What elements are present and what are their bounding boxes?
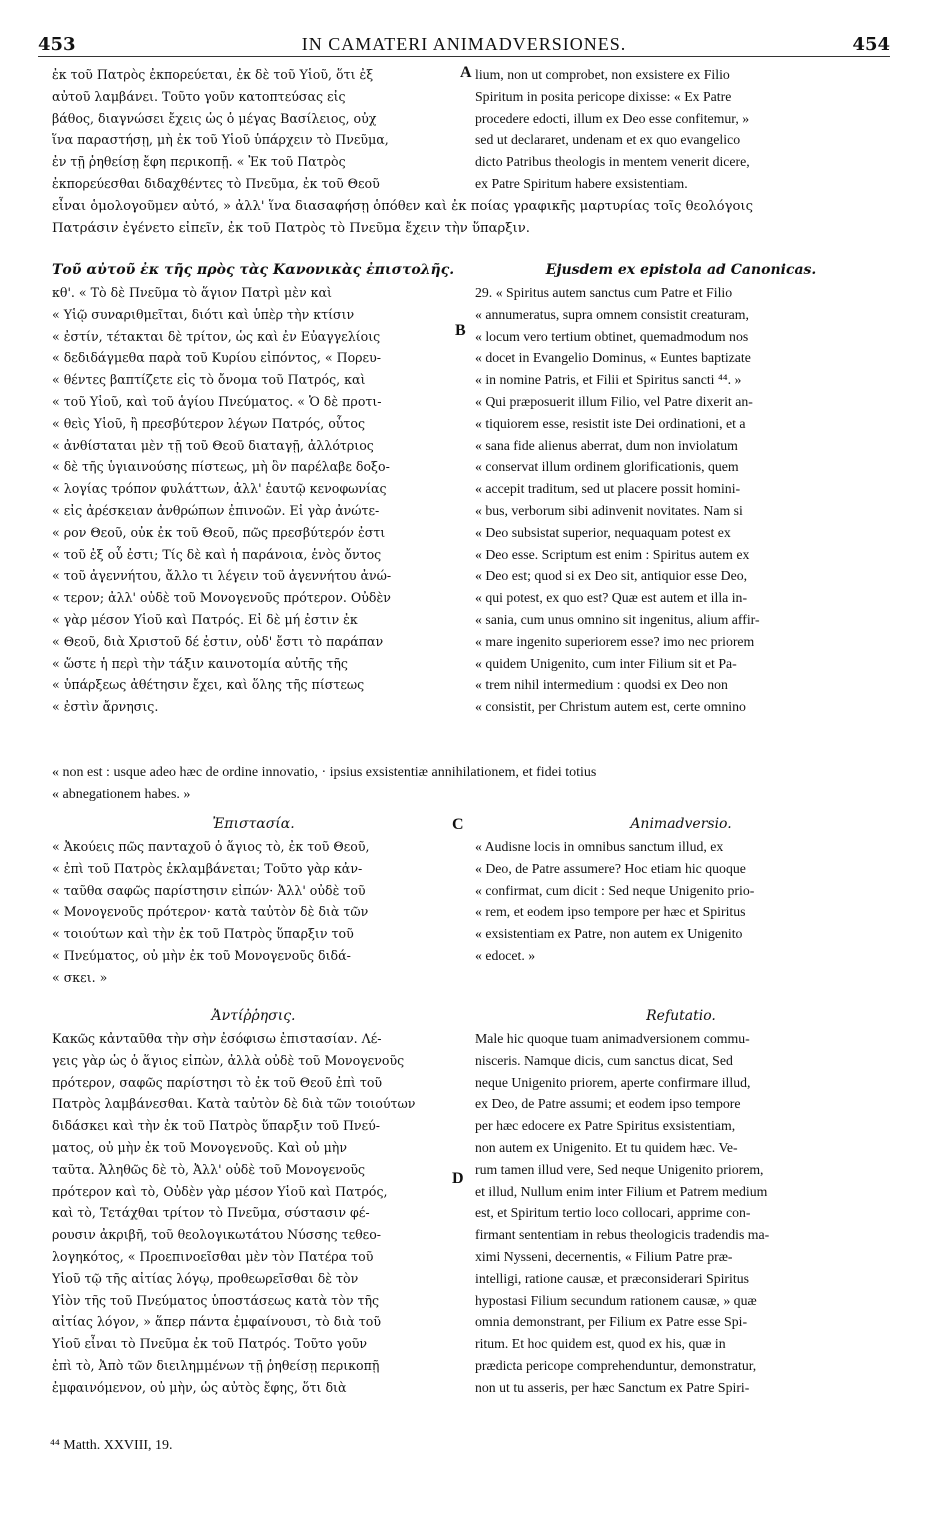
margin-letter-a: A	[460, 64, 472, 81]
section1-latin-line: « Deo est; quod si ex Deo sit, antiquior esse Deo,	[475, 568, 748, 584]
section3-latin-line: neque Unigenito priorem, aperte confirmare illud,	[475, 1074, 751, 1090]
section1-latin-line: « locum vero tertium obtinet, quemadmodum nos	[475, 328, 749, 344]
intro-latin-line: lium, non ut comprobet, non exsistere ex Filio	[475, 67, 730, 82]
section3-latin-line: prædicta pericope comprehenduntur, demonstratur,	[475, 1357, 757, 1373]
section2-greek-line: « σκει. »	[52, 969, 108, 985]
section1-latin-column	[475, 258, 887, 718]
section3-greek-line: λογηκότος, « Προεπινοεῖσθαι μὲν τὸν Πατέρα τοῦ	[52, 1248, 374, 1264]
intro-latin-line: dicto Patribus theologis in mentem venerit dicere,	[475, 154, 750, 170]
section1-greek-line: « θέντες βαπτίζετε εἰς τὸ ὄνομα τοῦ Πατρός, καὶ	[52, 372, 366, 388]
intro-full-line: Πατράσιν ἐγένετο εἰπεῖν, ἐκ τοῦ Πατρὸς τὸ Πνεῦμα ἔχειν τὴν ὕπαρξιν.	[52, 220, 530, 236]
section3-latin-column	[475, 1004, 887, 1399]
section3-greek-line: Κακῶς κἀνταῦθα τὴν σὴν ἐσόφισω ἐπιστασίαν. Λέ-	[52, 1031, 382, 1046]
section2-latin-line: « exsistentiam ex Patre, non autem ex Unigenito	[475, 926, 743, 942]
footnote: ⁴⁴ Matth. XXVIII, 19.	[50, 1438, 173, 1453]
section2-latin-column	[475, 812, 887, 967]
section1-latin-line: « bus, verborum sibi adinvenit novitates. Nam si	[475, 502, 743, 518]
section3-greek-line: ταῦτα. Ἀληθῶς δὲ τὸ, Ἀλλ' οὐδὲ τοῦ Μονογενοῦς	[52, 1161, 366, 1177]
section3-greek-line: αἰτίας λόγον, » ἅπερ πάντα ἐμφαίνουσι, τὸ διὰ τοῦ	[52, 1314, 381, 1330]
section2-latin-line: « rem, et eodem ipso tempore per hæc et Spiritus	[475, 904, 746, 920]
section3-greek-line: πρότερον καὶ τὸ, Οὐδὲν γὰρ μέσον Υἱοῦ καὶ Πατρός,	[52, 1183, 388, 1199]
section2-latin-line: « Audisne locis in omnibus sanctum illud, ex	[475, 839, 724, 854]
section1-latin-line: « in nomine Patris, et Filii et Spiritus sancti ⁴⁴. »	[475, 372, 742, 388]
section3-latin-line: intelligi, ratione causæ, et præconsiderari Spiritus	[475, 1270, 749, 1286]
intro-greek-column	[52, 64, 455, 195]
section1-greek-line: « γὰρ μέσον Υἱοῦ καὶ Πατρός. Εἰ δὲ μή ἐστιν ἐκ	[52, 611, 358, 627]
section3-latin-line: ritum. Et hoc quidem est, quod ex his, quæ in	[475, 1336, 726, 1352]
section1-latin-line: « annumeratus, supra omnem consistit creaturam,	[475, 306, 749, 322]
section1-latin-line: « qui potest, ex quo est? Quæ est autem et illa in-	[475, 590, 748, 606]
section1-greek-line: « δεδιδάγμεθα παρὰ τοῦ Κυρίου εἰπόντος, « Πορευ-	[52, 350, 381, 366]
section1-greek-line: « ὑπάρξεως ἀθέτησιν ἔχει, καὶ ὅλης τῆς πίστεως	[52, 677, 365, 693]
section3-greek-line: ἐμφαινόμενον, οὐ μὴν, ὡς αὐτὸς ἔφης, ὅτι διὰ	[52, 1379, 347, 1395]
section1-tail-line: « non est : usque adeo hæc de ordine innovatio, · ipsius exsistentiæ annihilationem, et fidei totius	[52, 765, 597, 780]
section1-latin-line: « Qui præposuerit illum Filio, vel Patre dixerit an-	[475, 393, 753, 409]
section3-latin-line: non ut tu asseris, per hæc Sanctum ex Patre Spiri-	[475, 1379, 750, 1395]
section3-latin-line: omnia demonstrant, per Filium ex Patre esse Spi-	[475, 1314, 748, 1330]
section3-greek-line: γεις γὰρ ὡς ὁ ἅγιος εἰπὼν, ἀλλὰ οὐδὲ τοῦ Μονογενοῦς	[52, 1052, 405, 1068]
intro-greek-line: ἐκ τοῦ Πατρὸς ἐκπορεύεται, ἐκ δὲ τοῦ Υἱοῦ, ὅτι ἐξ	[52, 67, 374, 82]
running-header	[38, 34, 890, 57]
section1-greek-title: Τοῦ αὐτοῦ ἐκ τῆς πρὸς τὰς Κανονικὰς ἐπιστολῆς.	[52, 262, 455, 278]
page-number-left: 453	[38, 34, 76, 55]
section2-greek-title: Ἐπιστασία.	[212, 816, 295, 832]
section1-greek-line: « τοῦ ἐξ οὗ ἐστι; Τίς δὲ καὶ ἡ παράνοια, ἑνὸς ὄντος	[52, 546, 382, 562]
section1-greek-line: « ἀνθίσταται μὲν τῇ τοῦ Θεοῦ διαταγῇ, ἀλλότριος	[52, 437, 374, 453]
section3-greek-line: πρότερον, σαφῶς παρίστησι τὸ ἐκ τοῦ Θεοῦ ἐπὶ τοῦ	[52, 1074, 383, 1090]
section3-latin-line: per hæc edocere ex Patre Spiritus exsistentiam,	[475, 1118, 736, 1134]
section2-latin-line: « confirmat, cum dicit : Sed neque Unigenito prio-	[475, 882, 755, 898]
section3-latin-line: rum tamen illud vere, Sed neque Unigenito priorem,	[475, 1161, 764, 1177]
section3-greek-line: ἐπὶ τὸ, Ἀπὸ τῶν διειλημμένων τῇ ῥηθείσῃ περικοπῇ	[52, 1357, 380, 1373]
section1-latin-line: « quidem Unigenito, cum inter Filium sit et Pa-	[475, 655, 737, 671]
intro-full-line: εἶναι ὁμολογοῦμεν αὐτό, » ἀλλ' ἵνα διασαφήσῃ ὁπόθεν καὶ ἐκ ποίας γραφικῆς μαρτυρίας τοῖς θεολόγοις	[52, 199, 753, 214]
section3-latin-line: Male hic quoque tuam animadversionem commu-	[475, 1031, 750, 1046]
section2-latin-line: « Deo, de Patre assumere? Hoc etiam hic quoque	[475, 860, 746, 876]
intro-greek-line: αὐτοῦ λαμβάνει. Τοῦτο γοῦν κατοπτεύσας εἰς	[52, 88, 346, 104]
section3-greek-line: Υἱοῦ εἶναι τὸ Πνεῦμα ἐκ τοῦ Πατρός. Τοῦτο γοῦν	[52, 1336, 368, 1352]
running-title: IN CAMATERI ANIMADVERSIONES.	[301, 34, 627, 54]
section1-greek-line: « δὲ τῆς ὑγιαινούσης πίστεως, μὴ ὃν παρέλαβε δοξο-	[52, 459, 390, 475]
section3-greek-column	[52, 1004, 455, 1399]
intro-latin-line: ex Patre Spiritum habere exsistentiam.	[475, 175, 688, 191]
section1-latin-line: « sana fide alienus aberrat, dum non inviolatum	[475, 437, 738, 453]
margin-letter-d: D	[452, 1170, 464, 1187]
section3-latin-line: ex Deo, de Patre assumi; et eodem ipso tempore	[475, 1096, 741, 1112]
intro-greek-line: ἵνα παραστήσῃ, μὴ ἐκ τοῦ Υἱοῦ ὑπάρχειν τὸ Πνεῦμα,	[52, 132, 389, 148]
section1-latin-tail	[52, 762, 887, 806]
section1-greek-line: κθ'. « Τὸ δὲ Πνεῦμα τὸ ἅγιον Πατρὶ μὲν καὶ	[52, 285, 332, 300]
section2-greek-line: « ἐπὶ τοῦ Πατρὸς ἐκλαμβάνεται; Τοῦτο γὰρ κἀν-	[52, 860, 363, 876]
intro-latin-line: sed ut declararet, undenam et ex quo evangelico	[475, 132, 741, 148]
intro-greek-line: ἐκπορεύεσθαι διδαχθέντες τὸ Πνεῦμα, ἐκ τοῦ Θεοῦ	[52, 175, 380, 191]
intro-latin-column	[475, 64, 887, 195]
section3-latin-line: est, et Spiritum tertio loco collocari, apprime con-	[475, 1205, 751, 1221]
section2-greek-line: « τοιούτων καὶ τὴν ἐκ τοῦ Πατρὸς ὕπαρξιν τοῦ	[52, 926, 354, 942]
section3-greek-line: ρουσιν ἀκριβῆ, τοῦ θεολογικωτάτου Νύσσης τεθεο-	[52, 1227, 382, 1243]
section3-latin-line: firmant sententiam in rebus theologicis tradendis ma-	[475, 1227, 770, 1243]
section3-greek-line: καὶ τὸ, Τετάχθαι τρίτον τὸ Πνεῦμα, σύστασιν φέ-	[52, 1205, 370, 1221]
section1-latin-line: 29. « Spiritus autem sanctus cum Patre et Filio	[475, 285, 733, 300]
section1-greek-line: « ρον Θεοῦ, οὐκ ἐκ τοῦ Θεοῦ, πῶς πρεσβύτερόν ἐστι	[52, 524, 386, 540]
section3-greek-line: Υἱοῦ τῷ τῆς αἰτίας λόγῳ, προθεωρεῖσθαι δὲ τὸν	[52, 1270, 359, 1286]
section3-latin-title: Refutatio.	[646, 1008, 716, 1024]
section1-latin-line: « accepit traditum, sed ut placere possit homini-	[475, 481, 741, 497]
section1-latin-line: « docet in Evangelio Dominus, « Euntes baptizate	[475, 350, 751, 366]
intro-latin-line: Spiritum in posita pericope dixisse: « Ex Patre	[475, 88, 732, 104]
section1-greek-line: « εἰς ἀρέσκειαν ἀνθρώπων ἐπινοῶν. Εἰ γὰρ ἀνώτε-	[52, 502, 380, 518]
section2-greek-line: « Ἀκούεις πῶς πανταχοῦ ὁ ἅγιος τὸ, ἐκ τοῦ Θεοῦ,	[52, 839, 370, 854]
margin-letter-c: C	[452, 816, 464, 833]
section1-latin-line: « sania, cum unus omnino sit ingenitus, alium affir-	[475, 611, 760, 627]
section2-greek-column	[52, 812, 455, 989]
section2-greek-line: « Πνεύματος, οὐ μὴν ἐκ τοῦ Μονογενοῦς διδά-	[52, 947, 351, 963]
section2-greek-line: « ταῦθα σαφῶς παρίστησιν εἰπών· Ἀλλ' οὐδὲ τοῦ	[52, 882, 366, 898]
section1-latin-line: « conservat illum ordinem glorificationis, quem	[475, 459, 739, 475]
section3-latin-line: ximi Nysseni, decernentis, « Filium Patre præ-	[475, 1248, 733, 1264]
section3-latin-line: non autem ex Unigenito. Et tu quidem hæc. Ve-	[475, 1139, 738, 1155]
section3-greek-line: ματος, οὐ μὴν ἐκ τοῦ Μονογενοῦς. Καὶ οὐ μὴν	[52, 1139, 347, 1155]
section1-latin-line: « consistit, per Christum autem est, certe omnino	[475, 699, 746, 715]
section1-latin-line: « trem nihil intermedium : quodsi ex Deo non	[475, 677, 728, 693]
section1-latin-line: « tiquiorem esse, resistit iste Dei ordinationi, et a	[475, 415, 746, 431]
margin-letter-b: B	[455, 322, 466, 339]
section1-greek-line: « θεὶς Υἱοῦ, ἢ πρεσβύτερον λέγων Πατρός, οὗτος	[52, 415, 366, 431]
section1-latin-title: Ejusdem ex epistola ad Canonicas.	[545, 262, 817, 278]
section3-latin-line: hypostasi Filium secundum rationem causæ, » quæ	[475, 1292, 757, 1308]
section1-tail-line: « abnegationem habes. »	[52, 786, 191, 802]
section1-greek-line: « τοῦ Υἱοῦ, καὶ τοῦ ἁγίου Πνεύματος. « Ὁ δὲ προτι-	[52, 393, 382, 409]
section3-latin-line: nisceris. Namque dicis, cum sanctus dicat, Sed	[475, 1052, 733, 1068]
section1-greek-line: « τερον; ἀλλ' οὐδὲ τοῦ Μονογενοῦς πρότερον. Οὐδὲν	[52, 590, 391, 606]
section1-greek-line: « ἐστίν, τέτακται δὲ τρίτον, ὡς καὶ ἐν Εὐαγγελίοις	[52, 328, 381, 344]
page-number-right: 454	[852, 34, 890, 55]
section3-latin-line: et illud, Nullum enim inter Filium et Patrem medium	[475, 1183, 768, 1199]
section3-greek-line: Υἱὸν τῆς τοῦ Πνεύματος ὑποστάσεως κατὰ τὸν τῆς	[52, 1292, 380, 1308]
section1-greek-column	[52, 258, 455, 718]
section3-greek-line: Πατρὸς λαμβάνεσθαι. Κατὰ ταὐτὸν δὲ διὰ τῶν τοιούτων	[52, 1096, 416, 1112]
section1-latin-line: « Deo subsistat superior, nequaquam potest ex	[475, 524, 731, 540]
intro-latin-line: procedere edocti, illum ex Deo esse confitemur, »	[475, 110, 750, 126]
section1-greek-line: « ἐστὶν ἄρνησις.	[52, 699, 159, 715]
section1-latin-line: « mare ingenito superiorem esse? imo nec priorem	[475, 633, 755, 649]
section1-latin-line: « Deo esse. Scriptum est enim : Spiritus autem ex	[475, 546, 750, 562]
section1-greek-line: « λογίας τρόπον φυλάττων, ἀλλ' ἑαυτῷ κενοφωνίας	[52, 481, 387, 497]
intro-greek-line: ἐν τῇ ῥηθείσῃ ἔφη περικοπῇ. « Ἐκ τοῦ Πατρὸς	[52, 154, 346, 170]
intro-greek-line: βάθος, διαγνώσει ἔχεις ὡς ὁ μέγας Βασίλειος, οὐχ	[52, 110, 377, 126]
section3-greek-title: Ἀντίῤῥησις.	[211, 1008, 296, 1024]
section1-greek-line: « Θεοῦ, διὰ Χριστοῦ δέ ἐστιν, οὐδ' ἔστι τὸ παράπαν	[52, 633, 384, 649]
intro-full-width	[52, 196, 887, 240]
section2-greek-line: « Μονογενοῦς πρότερον· κατὰ ταὐτὸν δὲ διὰ τῶν	[52, 904, 369, 920]
section2-latin-title: Animadversio.	[630, 816, 732, 832]
section1-greek-line: « τοῦ ἀγεννήτου, ἄλλο τι λέγειν τοῦ ἀγεννήτου ἀνώ-	[52, 568, 392, 584]
section1-greek-line: « ὥστε ἡ περὶ τὴν τάξιν καινοτομία αὐτῆς τῆς	[52, 655, 348, 671]
section1-greek-line: « Υἱῷ συναριθμεῖται, διότι καὶ ὑπὲρ τὴν κτίσιν	[52, 306, 355, 322]
section2-latin-line: « edocet. »	[475, 947, 536, 963]
section3-greek-line: διδάσκει καὶ τὴν ἐκ τοῦ Πατρὸς ὕπαρξιν τοῦ Πνεύ-	[52, 1118, 381, 1134]
